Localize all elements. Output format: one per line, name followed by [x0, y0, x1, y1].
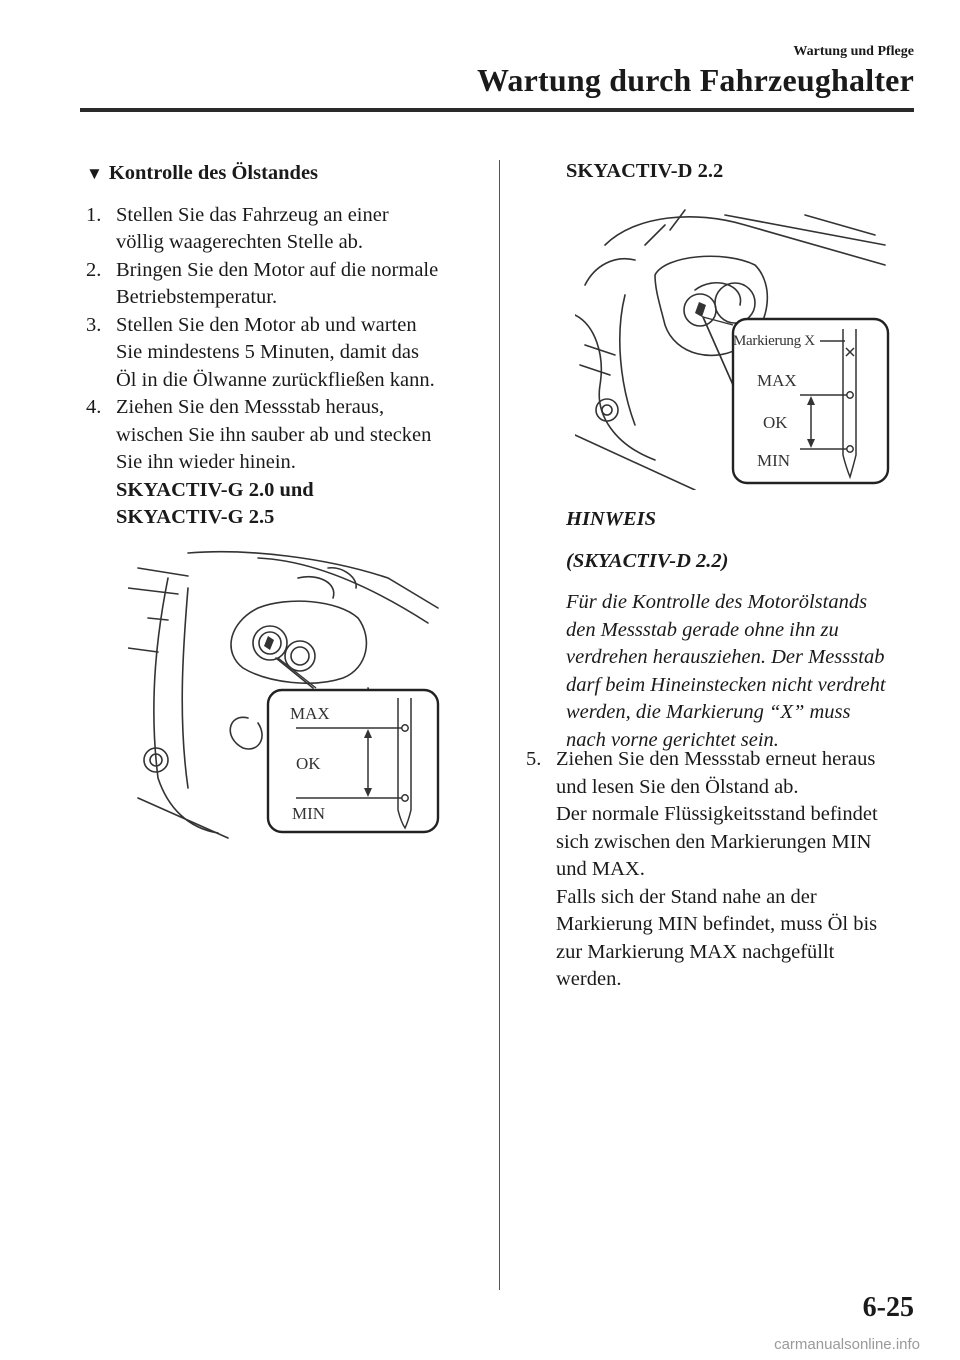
label-marker-x: Markierung X [733, 333, 815, 349]
triangle-down-icon: ▼ [86, 164, 103, 183]
label-max-g: MAX [290, 704, 330, 723]
figure-dipstick-d [575, 205, 895, 490]
header-chapter: Wartung und Pflege [793, 44, 914, 59]
section-title-row [86, 160, 470, 188]
hinweis-title: HINWEIS [566, 508, 657, 530]
hinweis-subtitle: (SKYACTIV-D 2.2) [566, 549, 729, 572]
label-ok-d: OK [763, 413, 788, 432]
left-column [86, 160, 470, 532]
page-number: 6-25 [862, 1292, 914, 1323]
step-2: 2. Bringen Sie den Motor auf die normale Betriebstemperatur. [86, 258, 439, 308]
label-max-d: MAX [757, 371, 797, 390]
header-title: Wartung durch Fahrzeughalter [476, 62, 914, 98]
hinweis-note [566, 506, 916, 754]
hinweis-text: Für die Kontrolle des Motorölstands den Messstab gerade ohne ihn zu verdrehen herausziehen. Der Messstab darf beim Hineinstecken nicht verdreht werden, die Markierung “X” muss nach vorne gerichtet sein. [566, 591, 886, 751]
step-3: 3. Stellen Sie den Motor ab und warten Sie mindestens 5 Minuten, damit das Öl in die Ölwanne zurückfließen kann. [86, 313, 435, 391]
figure-dipstick-g [128, 548, 448, 840]
footer-watermark: carmanualsonline.info [774, 1336, 920, 1353]
engine-d-title: SKYACTIV-D 2.2 [566, 160, 724, 182]
step-1: 1. Stellen Sie das Fahrzeug an einer völlig waagerechten Stelle ab. [86, 203, 389, 253]
step-4: 4. Ziehen Sie den Messstab heraus, wischen Sie ihn sauber ab und stecken Sie ihn wieder hinein. SKYACTIV-G 2.0 und SKYACTIV-G 2.5 [86, 394, 470, 532]
column-divider [499, 160, 500, 1290]
engine-g-line2: SKYACTIV-G 2.5 [116, 506, 275, 528]
label-ok-g: OK [296, 754, 321, 773]
label-min-d: MIN [757, 451, 791, 470]
header-rule [80, 108, 914, 112]
step-5: 5. Ziehen Sie den Messstab erneut heraus und lesen Sie den Ölstand ab. Der normale Flüssigkeitsstand befindet sich zwischen den Markierungen MIN und MAX. Falls sich der Stand nahe an der Markierung MIN befindet, muss Öl bis zur Markierung MAX nachgefüllt werden. [526, 748, 878, 990]
engine-g-line1: SKYACTIV-G 2.0 und [116, 478, 314, 501]
label-min-g: MIN [292, 804, 326, 823]
section-title: Kontrolle des Ölstandes [108, 162, 319, 184]
engine-illustration-g [128, 548, 448, 840]
